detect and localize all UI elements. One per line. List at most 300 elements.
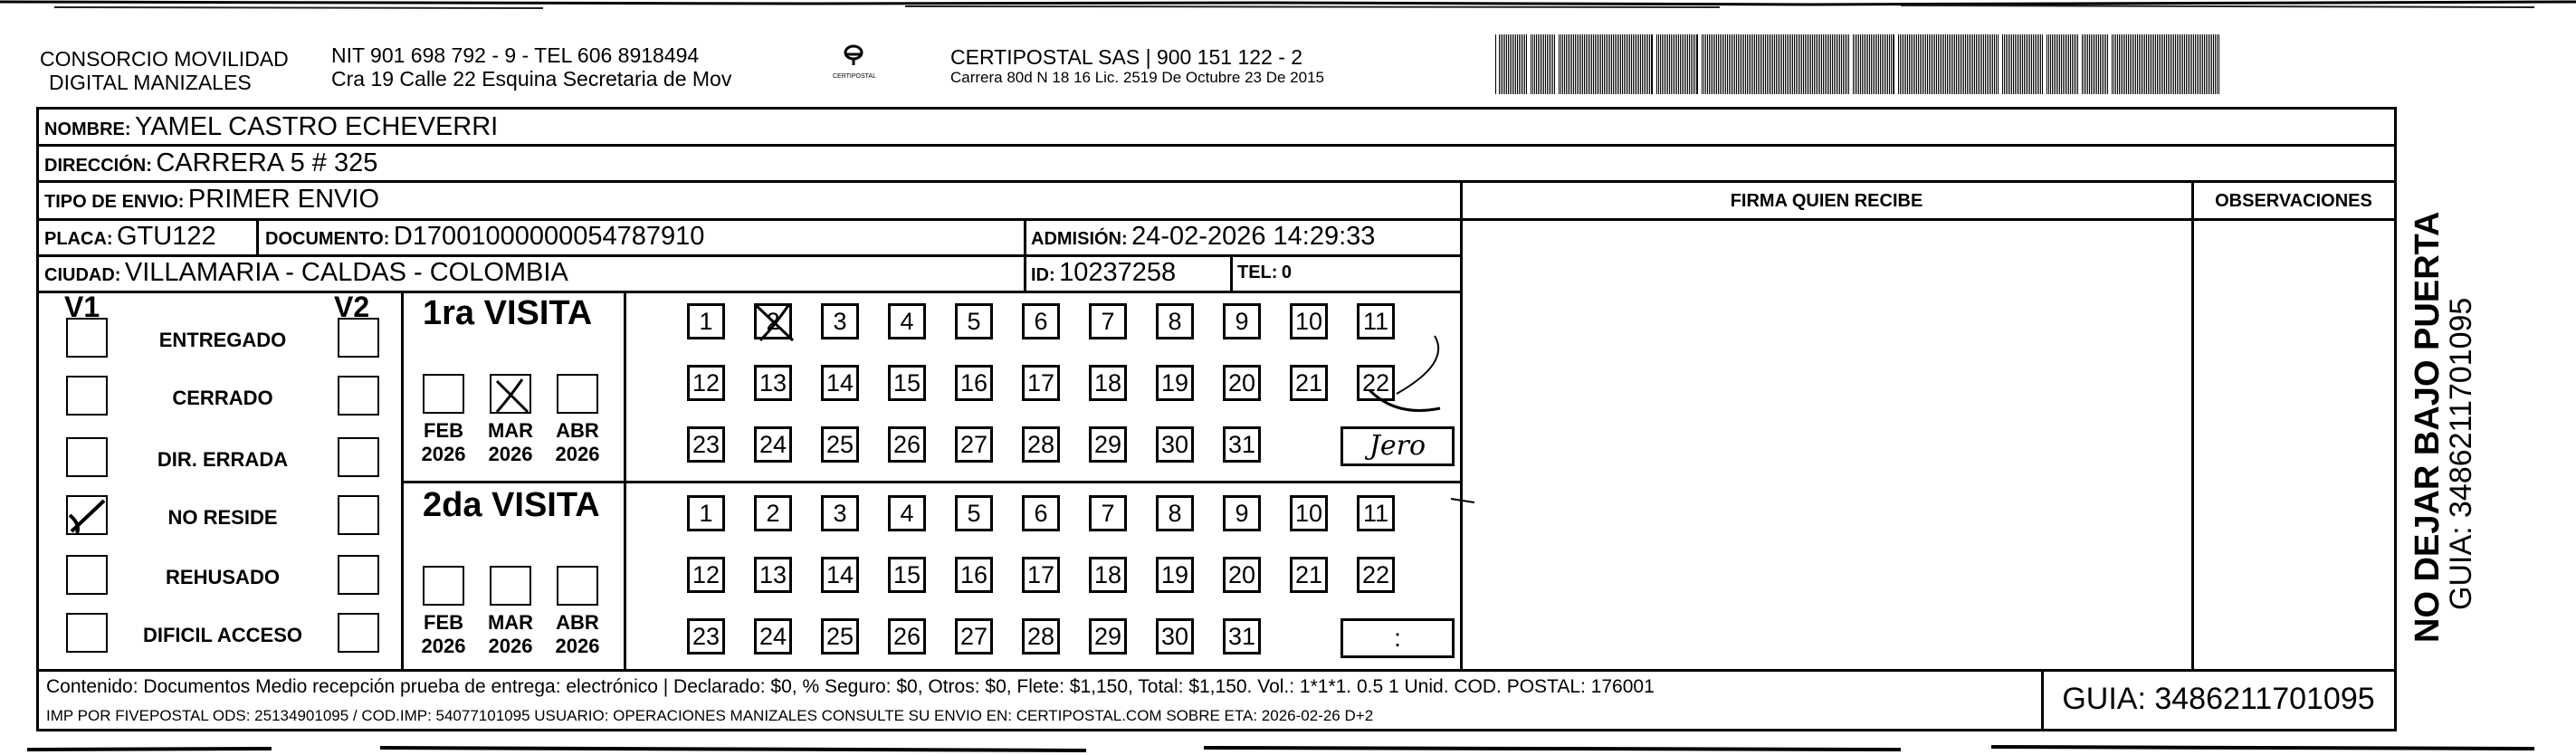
barcode-bar (1758, 34, 1759, 94)
barcode-bar (1836, 34, 1837, 94)
barcode-bar (2164, 34, 2165, 94)
barcode-bar (1858, 34, 1859, 94)
barcode-bar (1736, 34, 1737, 94)
barcode-bar (1552, 34, 1553, 94)
barcode-bar (1615, 34, 1616, 94)
day-box[interactable]: 4 (888, 303, 926, 339)
barcode-bar (1541, 34, 1542, 94)
company-name (40, 47, 289, 94)
day-box[interactable]: 1 (687, 303, 725, 339)
barcode-bar (1873, 34, 1874, 94)
day-box[interactable]: 13 (754, 365, 792, 401)
nombre-row (44, 111, 498, 147)
rule (401, 291, 404, 669)
direccion-value: CARRERA 5 # 325 (156, 148, 378, 177)
barcode-bar (2193, 34, 2194, 94)
barcode-bar (1709, 34, 1710, 94)
barcode-bar (1940, 34, 1941, 94)
barcode-bar (1534, 34, 1535, 94)
day-box[interactable]: 24 (754, 426, 792, 463)
barcode-bar (2155, 34, 2156, 94)
v1-header: V1 (64, 291, 100, 323)
barcode-bar (1569, 34, 1570, 94)
day-box[interactable]: 27 (955, 426, 993, 463)
barcode-bar (1515, 34, 1516, 94)
barcode-bar (1801, 34, 1802, 94)
barcode-bar (1970, 34, 1971, 94)
barcode-bar (1676, 34, 1677, 94)
barcode-bar (1671, 34, 1672, 94)
barcode-bar (1932, 34, 1933, 94)
barcode-bar (1998, 34, 1999, 94)
barcode-bar (2002, 34, 2003, 94)
day-box[interactable]: 14 (821, 557, 859, 593)
footer-line-2: IMP POR FIVEPOSTAL ODS: 25134901095 / COD.IMP: 54077101095 USUARIO: OPERACIONES MANIZALES CONSULTE SU ENVIO EN: CERTIPOSTAL.COM SOBRE ETA: 2026-02-26 D+2 (46, 707, 1374, 724)
barcode-bar (1967, 34, 1968, 94)
barcode-bar (2017, 34, 2018, 94)
barcode-bar (1667, 34, 1668, 94)
day-box[interactable]: 29 (1089, 618, 1127, 655)
barcode-bar (1678, 34, 1679, 94)
day-box[interactable]: 27 (955, 618, 993, 655)
barcode-bar (2006, 34, 2007, 94)
v2-checkbox[interactable] (338, 613, 379, 653)
barcode-bar (2066, 34, 2067, 94)
barcode-bar (2042, 34, 2043, 94)
day-box[interactable]: 23 (687, 618, 725, 655)
barcode-bar (1794, 34, 1795, 94)
id-label: ID: (1031, 265, 1055, 285)
barcode-bar (1754, 34, 1755, 94)
month-checkbox[interactable] (423, 374, 464, 414)
barcode-bar (1694, 34, 1695, 94)
barcode-bar (2096, 34, 2097, 94)
day-box[interactable]: 29 (1089, 426, 1127, 463)
barcode-bar (1707, 34, 1708, 94)
year-label: 2026 (421, 443, 466, 465)
barcode-bar (1495, 34, 1496, 94)
barcode-bar (1936, 34, 1937, 94)
status-label: DIR. ERRADA (157, 448, 289, 471)
day-box[interactable]: 7 (1089, 303, 1127, 339)
day-box[interactable]: 30 (1156, 618, 1194, 655)
day-box[interactable]: 23 (687, 426, 725, 463)
barcode-bar (1588, 34, 1589, 94)
rule (1460, 218, 2394, 221)
barcode-bar (1532, 34, 1533, 94)
barcode-bar (1682, 34, 1683, 94)
day-box[interactable]: 31 (1223, 618, 1261, 655)
barcode-bar (2100, 34, 2101, 94)
barcode-bar (2018, 34, 2019, 94)
barcode-bar (1691, 34, 1692, 94)
barcode-bar (1705, 34, 1706, 94)
barcode-bar (1934, 34, 1935, 94)
barcode-bar (2151, 34, 2152, 94)
barcode-bar (1642, 34, 1643, 94)
rule (256, 218, 259, 254)
v1-checkbox[interactable] (66, 555, 108, 595)
barcode-bar (1687, 34, 1688, 94)
placa-row (44, 221, 216, 256)
barcode-bar (1914, 34, 1915, 94)
barcode-bar (1638, 34, 1639, 94)
barcode-bar (2130, 34, 2131, 94)
barcode-bar (1900, 34, 1901, 94)
barcode-bar (1595, 34, 1596, 94)
day-box[interactable]: 1 (687, 495, 725, 531)
barcode-bar (1696, 34, 1698, 94)
barcode-bar (2121, 34, 2122, 94)
day-box[interactable]: 16 (955, 557, 993, 593)
barcode-bar (1882, 34, 1883, 94)
year-label: 2026 (555, 443, 600, 465)
barcode-bar (1703, 34, 1704, 94)
barcode-bar (1521, 34, 1522, 94)
v1-checkbox[interactable] (66, 613, 108, 653)
barcode-bar (1931, 34, 1932, 94)
barcode-bar (2139, 34, 2140, 94)
day-box[interactable]: 12 (687, 365, 725, 401)
day-box[interactable]: 3 (821, 303, 859, 339)
barcode-bar (2166, 34, 2167, 94)
day-box[interactable]: 9 (1223, 303, 1261, 339)
day-box[interactable]: 24 (754, 618, 792, 655)
barcode-bar (1554, 34, 1555, 94)
barcode-bar (1631, 34, 1632, 94)
barcode-bar (2093, 34, 2094, 94)
barcode-bar (2072, 34, 2073, 94)
day-box[interactable]: 8 (1156, 303, 1194, 339)
v2-checkbox[interactable] (338, 495, 379, 535)
barcode-bar (1635, 34, 1636, 94)
barcode-bar (2038, 34, 2039, 94)
barcode-bar (1536, 34, 1537, 94)
day-box[interactable]: 21 (1290, 365, 1328, 401)
barcode-bar (1550, 34, 1551, 94)
barcode-bar (2040, 34, 2041, 94)
barcode-bar (1575, 34, 1576, 94)
barcode-bar (1929, 34, 1930, 94)
barcode-bar (1538, 34, 1539, 94)
barcode-bar (1651, 34, 1653, 94)
day-box[interactable]: 16 (955, 365, 993, 401)
day-box[interactable]: 3 (821, 495, 859, 531)
barcode-bar (1767, 34, 1768, 94)
status-label: ENTREGADO (158, 329, 287, 351)
day-box[interactable]: 15 (888, 557, 926, 593)
day-box[interactable]: 11 (1357, 303, 1395, 339)
barcode-bar (1647, 34, 1648, 94)
barcode-bar (1905, 34, 1906, 94)
barcode-bar (1720, 34, 1721, 94)
barcode-bar (2162, 34, 2163, 94)
barcode-bar (1573, 34, 1574, 94)
day-box[interactable]: 22 (1357, 365, 1395, 401)
barcode-bar (2146, 34, 2147, 94)
documento-value: D17001000000054787910 (393, 222, 705, 251)
barcode-bar (2026, 34, 2027, 94)
tel-row (1237, 257, 1292, 290)
day-box[interactable]: 7 (1089, 495, 1127, 531)
barcode-bar (1702, 34, 1703, 94)
barcode-bar (1711, 34, 1712, 94)
barcode-bar (2089, 34, 2090, 94)
day-box[interactable]: 26 (888, 618, 926, 655)
barcode-bar (1779, 34, 1780, 94)
barcode-bar (1862, 34, 1863, 94)
barcode-bar (2218, 34, 2219, 94)
barcode-bar (1969, 34, 1970, 94)
time-box[interactable]: : (1340, 618, 1455, 658)
v2-checkbox[interactable] (338, 318, 379, 358)
barcode-bar (1855, 34, 1856, 94)
v1-checkbox[interactable] (66, 495, 108, 535)
barcode-bar (1633, 34, 1634, 94)
day-box[interactable]: 12 (687, 557, 725, 593)
day-box[interactable]: 26 (888, 426, 926, 463)
barcode-bar (2015, 34, 2016, 94)
barcode-bar (2020, 34, 2021, 94)
barcode-bar (1770, 34, 1771, 94)
barcode-bar (1816, 34, 1817, 94)
barcode-bar (2159, 34, 2160, 94)
barcode-bar (1990, 34, 1991, 94)
barcode-bar (1974, 34, 1975, 94)
barcode-bar (1741, 34, 1742, 94)
day-box[interactable]: 18 (1089, 365, 1127, 401)
day-box[interactable]: 2 (754, 303, 792, 339)
barcode-bar (2133, 34, 2134, 94)
barcode-bar (1501, 34, 1502, 94)
barcode-bar (2063, 34, 2064, 94)
day-box[interactable]: 17 (1022, 365, 1060, 401)
courier-info (950, 45, 1324, 87)
barcode-bar (1938, 34, 1939, 94)
rule (624, 291, 626, 669)
barcode-bar (1658, 34, 1659, 94)
barcode-bar (1846, 34, 1847, 94)
day-box[interactable]: 6 (1022, 495, 1060, 531)
barcode-bar (1841, 34, 1842, 94)
day-box[interactable]: 21 (1290, 557, 1328, 593)
barcode-bar (1869, 34, 1870, 94)
barcode-bar (1660, 34, 1661, 94)
barcode-bar (2070, 34, 2071, 94)
day-box[interactable]: 5 (955, 495, 993, 531)
barcode-bar (1609, 34, 1610, 94)
barcode-bar (1723, 34, 1724, 94)
day-box[interactable]: 22 (1357, 557, 1395, 593)
barcode-bar (1566, 34, 1567, 94)
time-box[interactable]: Jero (1340, 426, 1455, 466)
day-box[interactable]: 28 (1022, 618, 1060, 655)
barcode-bar (1743, 34, 1744, 94)
v2-checkbox[interactable] (338, 555, 379, 595)
v2-checkbox[interactable] (338, 437, 379, 477)
barcode (1495, 34, 2219, 94)
barcode-bar (1586, 34, 1587, 94)
placa-value: GTU122 (117, 222, 216, 251)
nombre-label: NOMBRE: (44, 119, 131, 139)
month-label: FEB (424, 611, 463, 634)
direccion-row (44, 148, 377, 183)
barcode-bar (1927, 34, 1928, 94)
barcode-bar (1597, 34, 1598, 94)
barcode-bar (1943, 34, 1944, 94)
barcode-bar (1559, 34, 1560, 94)
barcode-bar (2153, 34, 2154, 94)
barcode-bar (2094, 34, 2095, 94)
barcode-bar (1845, 34, 1846, 94)
barcode-bar (2115, 34, 2116, 94)
barcode-bar (1864, 34, 1865, 94)
tipo-label: TIPO DE ENVIO: (44, 192, 185, 212)
day-box[interactable]: 20 (1223, 365, 1261, 401)
month-checkbox[interactable] (557, 374, 598, 414)
barcode-bar (1965, 34, 1966, 94)
nit-line-2: Cra 19 Calle 22 Esquina Secretaria de Mov (331, 67, 732, 91)
v1-checkbox[interactable] (66, 376, 108, 416)
year-label: 2026 (488, 443, 533, 465)
company-nit (331, 43, 731, 91)
day-box[interactable]: 28 (1022, 426, 1060, 463)
day-box[interactable]: 25 (821, 426, 859, 463)
barcode-bar (1781, 34, 1782, 94)
barcode-bar (1714, 34, 1715, 94)
barcode-bar (1960, 34, 1961, 94)
check-mark-icon (491, 376, 533, 416)
barcode-bar (1812, 34, 1813, 94)
barcode-bar (1662, 34, 1663, 94)
day-box[interactable]: 31 (1223, 426, 1261, 463)
barcode-bar (1513, 34, 1514, 94)
day-box[interactable]: 17 (1022, 557, 1060, 593)
barcode-bar (1568, 34, 1569, 94)
month-checkbox[interactable] (490, 566, 531, 606)
barcode-bar (2142, 34, 2143, 94)
barcode-bar (2211, 34, 2212, 94)
day-box[interactable]: 2 (754, 495, 792, 531)
barcode-bar (1589, 34, 1590, 94)
courier-line-1: CERTIPOSTAL SAS | 900 151 122 - 2 (950, 45, 1303, 69)
day-box[interactable]: 19 (1156, 365, 1194, 401)
barcode-bar (2168, 34, 2169, 94)
barcode-bar (1627, 34, 1628, 94)
barcode-bar (1925, 34, 1926, 94)
barcode-bar (1832, 34, 1833, 94)
barcode-bar (1517, 34, 1518, 94)
barcode-bar (2144, 34, 2145, 94)
barcode-bar (1752, 34, 1753, 94)
barcode-bar (1522, 34, 1523, 94)
barcode-bar (2068, 34, 2069, 94)
day-box[interactable]: 11 (1357, 495, 1395, 531)
day-box[interactable]: 13 (754, 557, 792, 593)
barcode-bar (1499, 34, 1500, 94)
v1-checkbox[interactable] (66, 318, 108, 358)
day-box[interactable]: 18 (1089, 557, 1127, 593)
barcode-bar (1819, 34, 1820, 94)
barcode-bar (2059, 34, 2060, 94)
barcode-bar (2061, 34, 2062, 94)
barcode-bar (2035, 34, 2036, 94)
month-checkbox[interactable] (423, 566, 464, 606)
guia-box-value: GUIA: 3486211701095 (2062, 682, 2375, 716)
v1-checkbox[interactable] (66, 437, 108, 477)
courier-line-2: Carrera 80d N 18 16 Lic. 2519 De Octubre 23 De 2015 (950, 69, 1324, 86)
barcode-bar (1519, 34, 1520, 94)
day-box[interactable]: 30 (1156, 426, 1194, 463)
visit2-title: 2da VISITA (423, 486, 600, 524)
month-checkbox[interactable] (557, 566, 598, 606)
barcode-bar (2135, 34, 2136, 94)
day-box[interactable]: 25 (821, 618, 859, 655)
barcode-bar (1825, 34, 1826, 94)
barcode-bar (2206, 34, 2207, 94)
barcode-bar (1848, 34, 1849, 94)
v2-checkbox[interactable] (338, 376, 379, 416)
barcode-bar (1649, 34, 1650, 94)
barcode-bar (1593, 34, 1594, 94)
day-box[interactable]: 15 (888, 365, 926, 401)
day-box[interactable]: 9 (1223, 495, 1261, 531)
barcode-bar (1911, 34, 1912, 94)
documento-label: DOCUMENTO: (265, 229, 390, 249)
barcode-bar (1814, 34, 1815, 94)
day-box[interactable]: 20 (1223, 557, 1261, 593)
barcode-bar (1871, 34, 1872, 94)
status-label: REHUSADO (166, 566, 280, 588)
barcode-bar (2074, 34, 2075, 94)
barcode-bar (1992, 34, 1993, 94)
barcode-bar (1885, 34, 1886, 94)
tipo-row (44, 184, 379, 219)
barcode-bar (1571, 34, 1572, 94)
barcode-bar (1543, 34, 1544, 94)
barcode-bar (1949, 34, 1950, 94)
barcode-bar (1796, 34, 1797, 94)
barcode-bar (1506, 34, 1507, 94)
barcode-bar (2105, 34, 2106, 94)
tipo-value: PRIMER ENVIO (187, 185, 380, 214)
day-box[interactable]: 10 (1290, 495, 1328, 531)
barcode-bar (2126, 34, 2127, 94)
barcode-bar (2085, 34, 2086, 94)
day-box[interactable]: 10 (1290, 303, 1328, 339)
day-box[interactable]: 8 (1156, 495, 1194, 531)
day-box[interactable]: 5 (955, 303, 993, 339)
tel-label: TEL: (1237, 263, 1278, 282)
barcode-bar (1860, 34, 1861, 94)
barcode-bar (1725, 34, 1726, 94)
barcode-bar (2208, 34, 2209, 94)
day-box[interactable]: 6 (1022, 303, 1060, 339)
day-box[interactable]: 4 (888, 495, 926, 531)
barcode-bar (1803, 34, 1804, 94)
side-guia: GUIA: 3486211701095 (2444, 297, 2478, 610)
barcode-bar (1673, 34, 1674, 94)
barcode-bar (1582, 34, 1583, 94)
barcode-bar (2148, 34, 2149, 94)
barcode-bar (1916, 34, 1917, 94)
month-checkbox[interactable] (490, 374, 531, 414)
barcode-bar (2102, 34, 2103, 94)
day-box[interactable]: 19 (1156, 557, 1194, 593)
status-label: DIFICIL ACCESO (142, 624, 302, 646)
day-box[interactable]: 14 (821, 365, 859, 401)
barcode-bar (1828, 34, 1829, 94)
